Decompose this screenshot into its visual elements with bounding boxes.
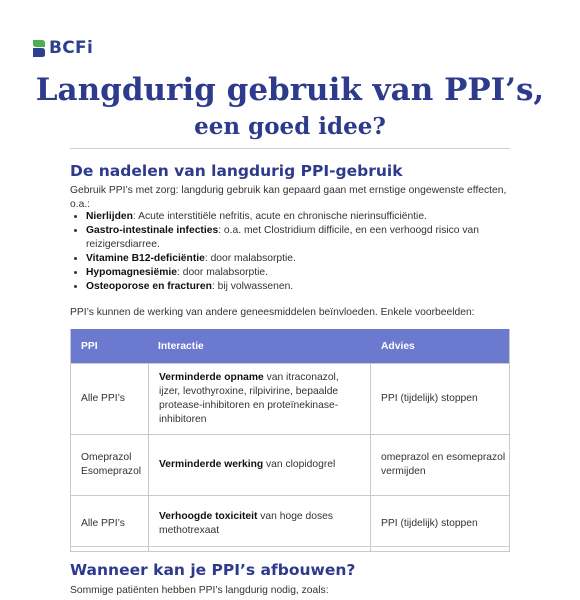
cell-interaction: Verminderde werking van clopidogrel <box>148 435 371 495</box>
adverse-effects-list <box>70 210 526 294</box>
cell-interaction: Verhoogde toxiciteit van hoge doses methotrexaat <box>148 496 371 551</box>
cell-ppi: Alle PPI’s <box>81 517 125 529</box>
header-ppi: PPI <box>81 340 98 352</box>
cell-advice: omeprazol en esomeprazol vermijden <box>381 452 506 477</box>
section-intro: Sommige patiënten hebben PPI’s langdurig nodig, zoals: <box>70 585 329 596</box>
table-row <box>71 434 509 495</box>
logo-text: BCFi <box>49 38 94 58</box>
table-row <box>71 495 509 551</box>
list-item: • Osteoporose en fracturen: bij volwassenen. <box>86 280 526 294</box>
list-item: • Vitamine B12-deficiëntie: door malabsorptie. <box>86 252 526 266</box>
list-item: • Nierlijden: Acute interstitiële nefritis, acute en chronische nierinsufficiëntie. <box>86 210 526 224</box>
section-intro: Gebruik PPI’s met zorg: langdurig gebruik kan gepaard gaan met ernstige ongewenste effecten, o.a.: <box>70 185 507 210</box>
list-item: • Hypomagnesiëmie: door malabsorptie. <box>86 266 526 280</box>
cell-interaction: Verminderde opname van itraconazol, ijzer, levothyroxine, rilpivirine, bepaalde protease-inhibitoren en proteïnekinase-inhibitoren <box>148 364 371 434</box>
header-interactie: Interactie <box>158 340 204 352</box>
page-title: Langdurig gebruik van PPI’s, <box>35 72 545 108</box>
bcfi-leaf-icon <box>32 38 46 58</box>
cell-ppi: Omeprazol Esomeprazol <box>81 452 142 477</box>
divider <box>70 148 510 149</box>
table-header <box>71 329 509 363</box>
table-row <box>71 363 509 434</box>
interactions-intro: PPI’s kunnen de werking van andere geneesmiddelen beïnvloeden. Enkele voorbeelden: <box>70 307 475 318</box>
list-item: • Gastro-intestinale infecties: o.a. met Clostridium difficile, en een verhoogd risico van reizigersdiarree. <box>86 224 526 252</box>
divider <box>70 546 510 547</box>
cell-advice: PPI (tijdelijk) stoppen <box>381 393 478 404</box>
header-advies: Advies <box>381 340 415 352</box>
bcfi-logo <box>32 38 93 58</box>
section-heading-disadvantages: De nadelen van langdurig PPI-gebruik <box>70 162 403 180</box>
cell-advice: PPI (tijdelijk) stoppen <box>381 517 478 529</box>
interactions-table <box>70 329 510 552</box>
cell-ppi: Alle PPI’s <box>81 393 125 404</box>
section-heading-tapering: Wanneer kan je PPI’s afbouwen? <box>70 561 356 579</box>
page-subtitle: een goed idee? <box>194 113 386 140</box>
